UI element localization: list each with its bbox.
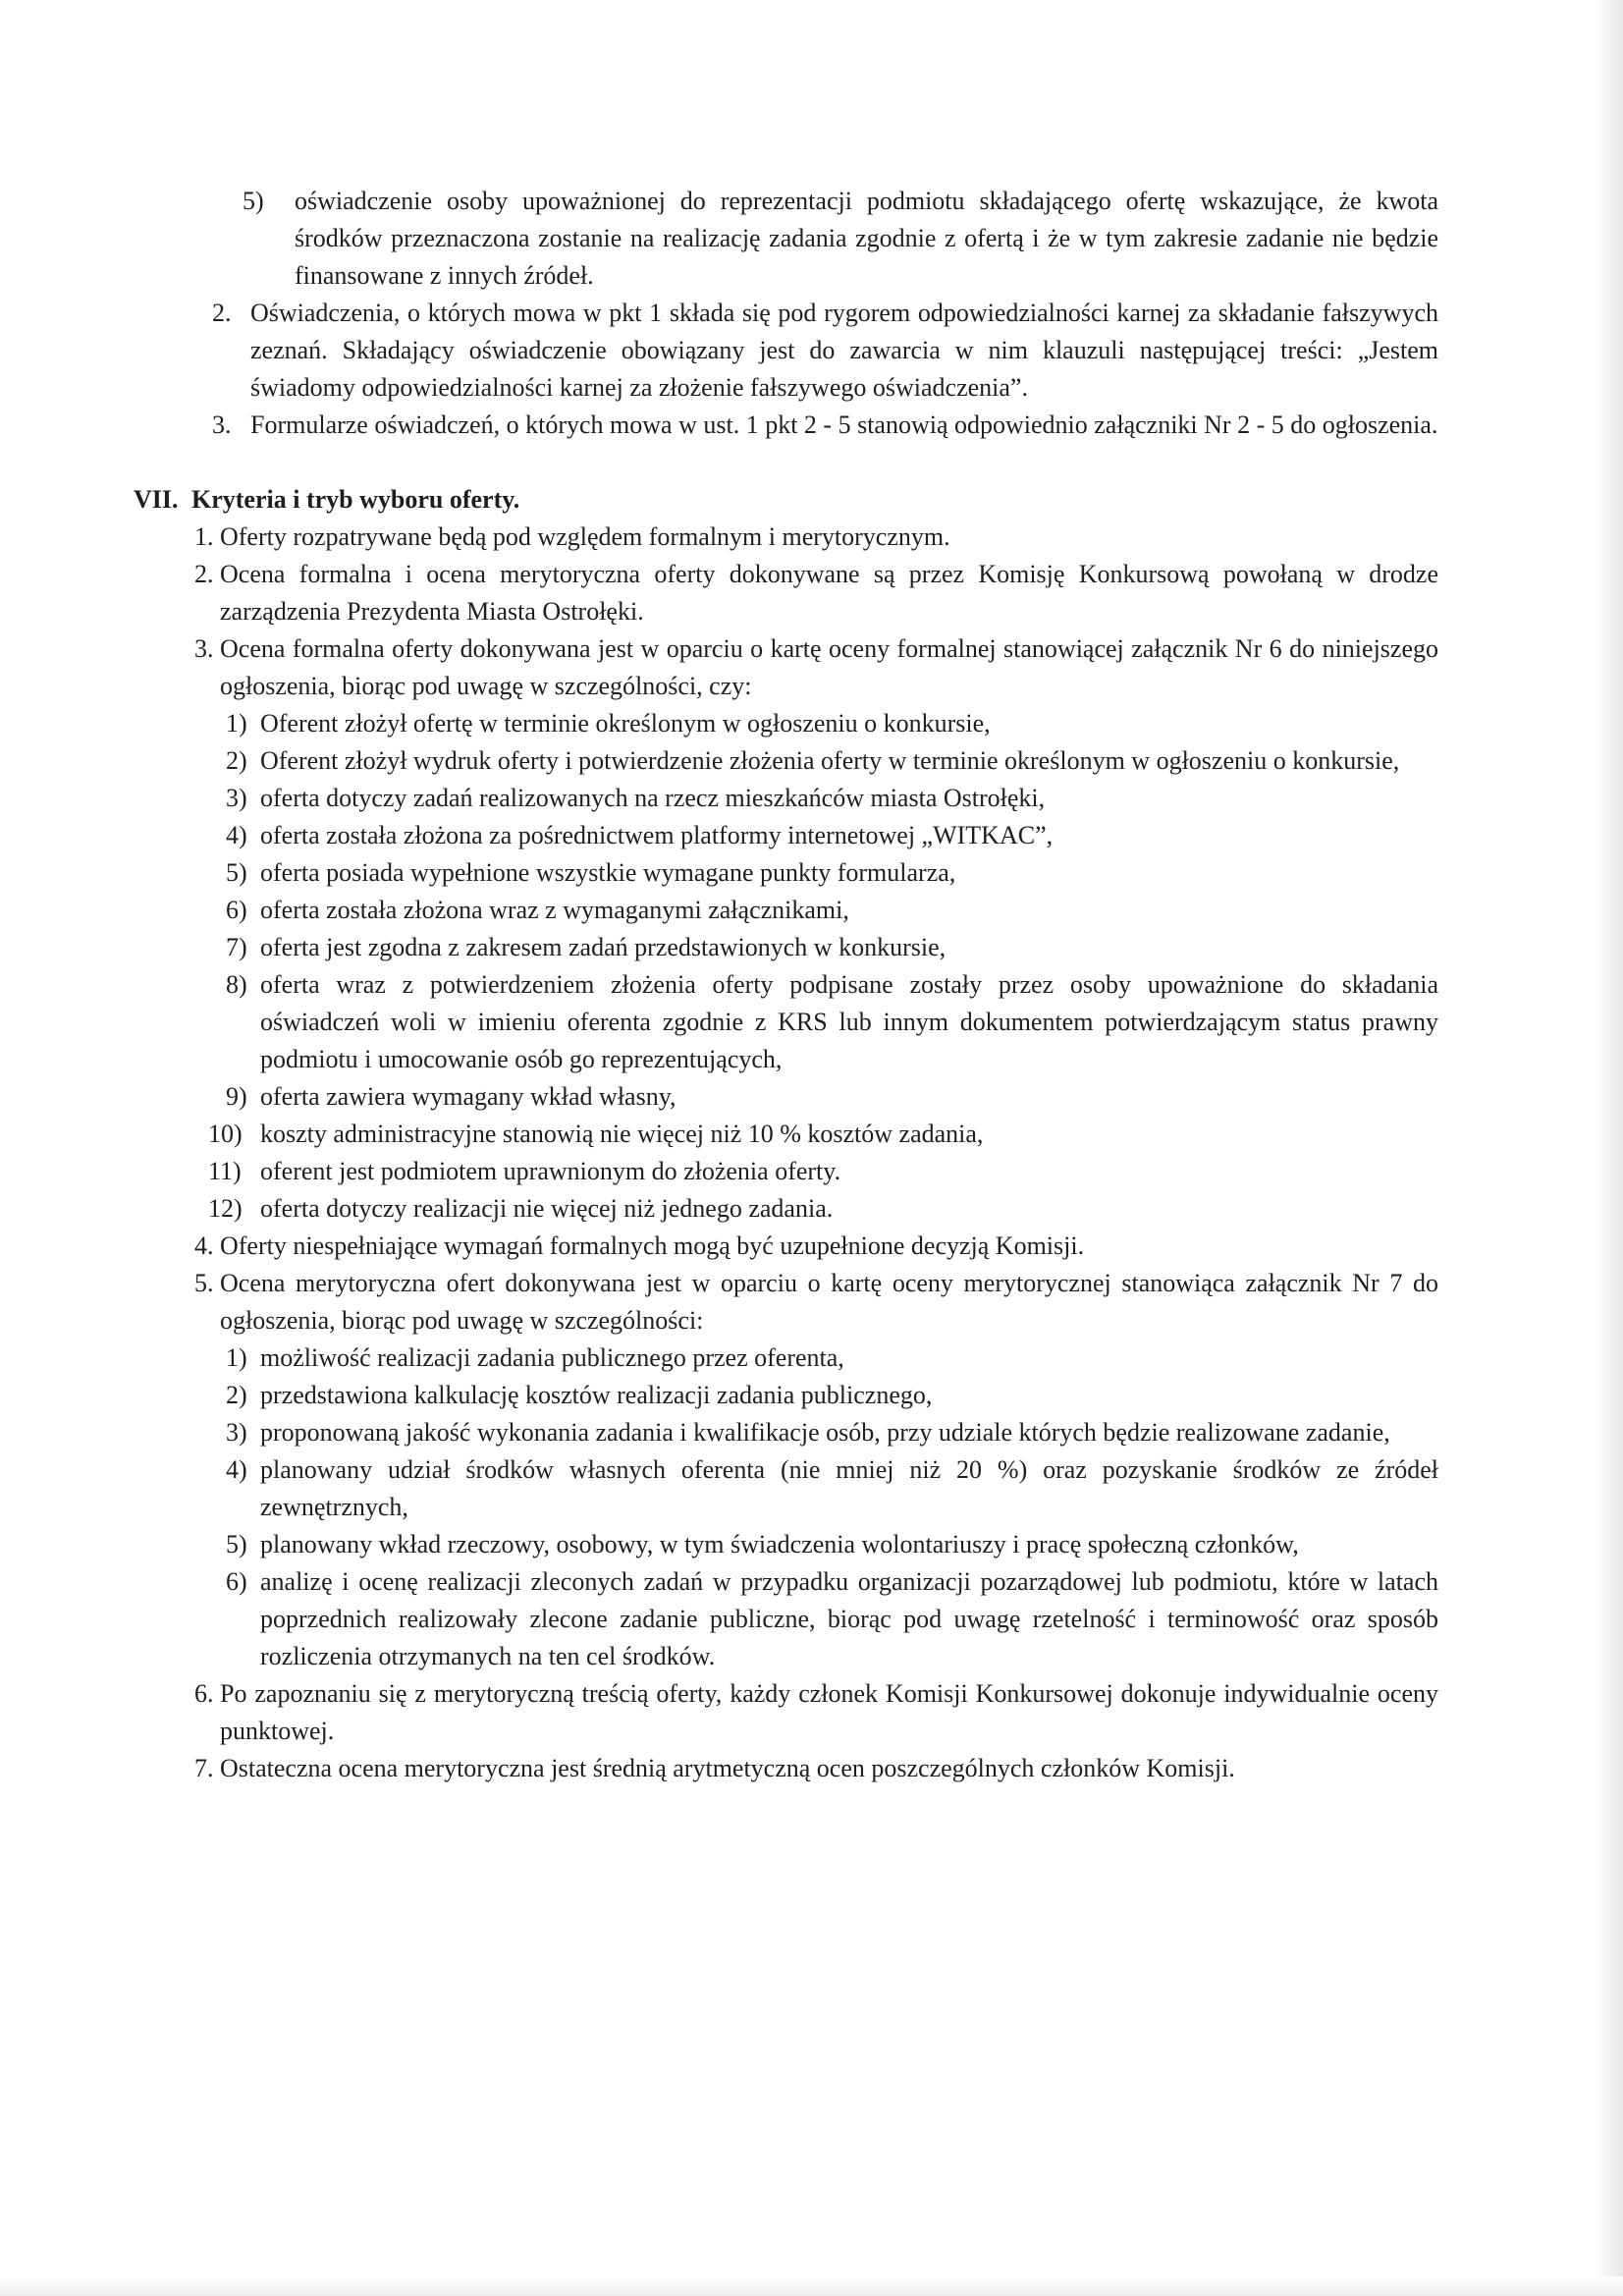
list-item-text: Ostateczna ocena merytoryczna jest średnią arytmetyczną ocen poszczególnych członków Komisji. (220, 1754, 1235, 1782)
list-item (0, 817, 1623, 854)
list-item-number: 6) (226, 896, 247, 924)
list-item-number: 5) (226, 1530, 247, 1558)
list-item-number: 4) (226, 1455, 247, 1484)
list-item-number: 1. (194, 522, 214, 551)
list-item-number: 7) (226, 933, 247, 961)
list-item-text: oferent jest podmiotem uprawnionym do złożenia oferty. (260, 1157, 841, 1185)
list-item (0, 929, 1623, 966)
list-item-number: 7. (194, 1754, 214, 1782)
list-item-number: 11) (208, 1157, 242, 1185)
list-item (0, 519, 1623, 556)
list-item-text: oferta została złożona wraz z wymaganymi załącznikami, (260, 896, 849, 924)
list-item-number: 3. (194, 634, 214, 663)
list-item-text: planowany udział środków własnych oferenta (nie mniej niż 20 %) oraz pozyskanie środków ze źródeł zewnętrznych, (260, 1455, 1438, 1521)
list-item (0, 1675, 1623, 1750)
list-item-text: Oferent złożył ofertę w terminie określonym w ogłoszeniu o konkursie, (260, 709, 991, 738)
list-item-text: Po zapoznaniu się z merytoryczną treścią oferty, każdy członek Komisji Konkursowej dokonuje indywidualnie oceny punktowej. (220, 1679, 1438, 1745)
list-item-text: proponowaną jakość wykonania zadania i kwalifikacje osób, przy udziale których będzie realizowane zadanie, (260, 1418, 1390, 1447)
list-item-number: VII. (134, 485, 179, 514)
list-item-text: przedstawiona kalkulację kosztów realizacji zadania publicznego, (260, 1381, 933, 1409)
list-item (0, 1078, 1623, 1116)
list-item (0, 1750, 1623, 1787)
list-item-number: 10) (208, 1120, 243, 1148)
section-heading-text: Kryteria i tryb wyboru oferty. (191, 485, 520, 514)
list-item-text: oferta dotyczy zadań realizowanych na rzecz mieszkańców miasta Ostrołęki, (260, 784, 1046, 812)
list-item-number: 2. (212, 299, 232, 327)
list-item-number: 5. (194, 1269, 214, 1297)
list-item (0, 780, 1623, 817)
list-item-text: oferta zawiera wymagany wkład własny, (260, 1082, 676, 1111)
list-item-text: koszty administracyjne stanowią nie więcej niż 10 % kosztów zadania, (260, 1120, 984, 1148)
list-item-text: oświadczenie osoby upoważnionej do reprezentacji podmiotu składającego ofertę wskazujące, że kwota środków przeznaczona zostanie na realizację zadania zgodnie z ofertą i że w tym zakresie zadanie nie będzie finansowane z innych źródeł. (295, 187, 1438, 290)
list-item (0, 1414, 1623, 1451)
list-item (0, 854, 1623, 892)
list-item (0, 630, 1623, 705)
list-item-number: 2. (194, 560, 214, 588)
list-item-number: 3. (212, 410, 232, 439)
list-item (0, 1451, 1623, 1526)
list-item-number: 2) (226, 746, 247, 775)
list-item (0, 705, 1623, 742)
list-item (0, 295, 1623, 407)
list-item-text: Oferty niespełniające wymagań formalnych mogą być uzupełnione decyzją Komisji. (220, 1231, 1085, 1260)
list-item-number: 5) (243, 187, 264, 215)
list-item (0, 1116, 1623, 1153)
list-item (0, 1265, 1623, 1339)
list-item-number: 9) (226, 1082, 247, 1111)
list-item-text: Oferent złożył wydruk oferty i potwierdzenie złożenia oferty w terminie określonym w ogłoszeniu o konkursie, (260, 746, 1400, 775)
list-item-number: 3) (226, 1418, 247, 1447)
list-item-text: oferta posiada wypełnione wszystkie wymagane punkty formularza, (260, 858, 956, 887)
list-item-text: oferta wraz z potwierdzeniem złożenia oferty podpisane zostały przez osoby upoważnione do składania oświadczeń woli w imieniu oferenta zgodnie z KRS lub innym dokumentem potwierdzającym status prawny podmiotu i umocowanie osób go reprezentujących, (260, 970, 1438, 1073)
list-item (0, 892, 1623, 929)
list-item-number: 2) (226, 1381, 247, 1409)
list-item (0, 1339, 1623, 1377)
list-item-text: oferta dotyczy realizacji nie więcej niż jednego zadania. (260, 1194, 834, 1223)
list-item-number: 6. (194, 1679, 214, 1708)
list-item (0, 183, 1623, 295)
list-item-text: analizę i ocenę realizacji zleconych zadań w przypadku organizacji pozarządowej lub podmiotu, które w latach poprzednich realizowały zlecone zadanie publiczne, biorąc pod uwagę rzetelność i terminowość oraz sposób rozliczenia otrzymanych na ten cel środków. (260, 1567, 1438, 1670)
list-item-number: 8) (226, 970, 247, 999)
list-item-number: 6) (226, 1567, 247, 1596)
list-item (0, 1153, 1623, 1190)
list-item-number: 1) (226, 709, 247, 738)
list-item-number: 4) (226, 821, 247, 849)
list-item (0, 1563, 1623, 1675)
list-item-text: Ocena merytoryczna ofert dokonywana jest w oparciu o kartę oceny merytorycznej stanowiąca załącznik Nr 7 do ogłoszenia, biorąc pod uwagę w szczególności: (220, 1269, 1438, 1335)
list-item (0, 966, 1623, 1078)
list-item-number: 4. (194, 1231, 214, 1260)
list-item-text: oferta jest zgodna z zakresem zadań przedstawionych w konkursie, (260, 933, 947, 961)
list-item-number: 12) (208, 1194, 243, 1223)
list-item-text: oferta została złożona za pośrednictwem platformy internetowej „WITKAC”, (260, 821, 1054, 849)
section-spacer (0, 444, 1623, 481)
document-body (0, 183, 1623, 1787)
list-item (0, 1377, 1623, 1414)
list-item-number: 5) (226, 858, 247, 887)
list-item-text: Formularze oświadczeń, o których mowa w ust. 1 pkt 2 - 5 stanowią odpowiednio załączniki Nr 2 - 5 do ogłoszenia. (250, 410, 1438, 439)
list-item (0, 1526, 1623, 1563)
list-item (0, 742, 1623, 780)
list-item (0, 556, 1623, 630)
list-item-text: planowany wkład rzeczowy, osobowy, w tym świadczenia wolontariuszy i pracę społeczną członków, (260, 1530, 1299, 1558)
section-heading (0, 481, 1623, 519)
list-item-text: Oświadczenia, o których mowa w pkt 1 składa się pod rygorem odpowiedzialności karnej za składanie fałszywych zeznań. Składający oświadczenie obowiązany jest do zawarcia w nim klauzuli następującej treści: „Jestem świadomy odpowiedzialności karnej za złożenie fałszywego oświadczenia”. (250, 299, 1438, 402)
page-bottom-shadow (0, 2276, 1623, 2296)
list-item-number: 3) (226, 784, 247, 812)
list-item-text: Ocena formalna i ocena merytoryczna oferty dokonywane są przez Komisję Konkursową powołaną w drodze zarządzenia Prezydenta Miasta Ostrołęki. (220, 560, 1438, 626)
list-item (0, 1190, 1623, 1228)
list-item (0, 1228, 1623, 1265)
list-item-text: możliwość realizacji zadania publicznego przez oferenta, (260, 1343, 844, 1372)
list-item-number: 1) (226, 1343, 247, 1372)
list-item-text: Ocena formalna oferty dokonywana jest w oparciu o kartę oceny formalnej stanowiącej załącznik Nr 6 do niniejszego ogłoszenia, biorąc pod uwagę w szczególności, czy: (220, 634, 1438, 700)
list-item-text: Oferty rozpatrywane będą pod względem formalnym i merytorycznym. (220, 522, 950, 551)
list-item (0, 407, 1623, 444)
